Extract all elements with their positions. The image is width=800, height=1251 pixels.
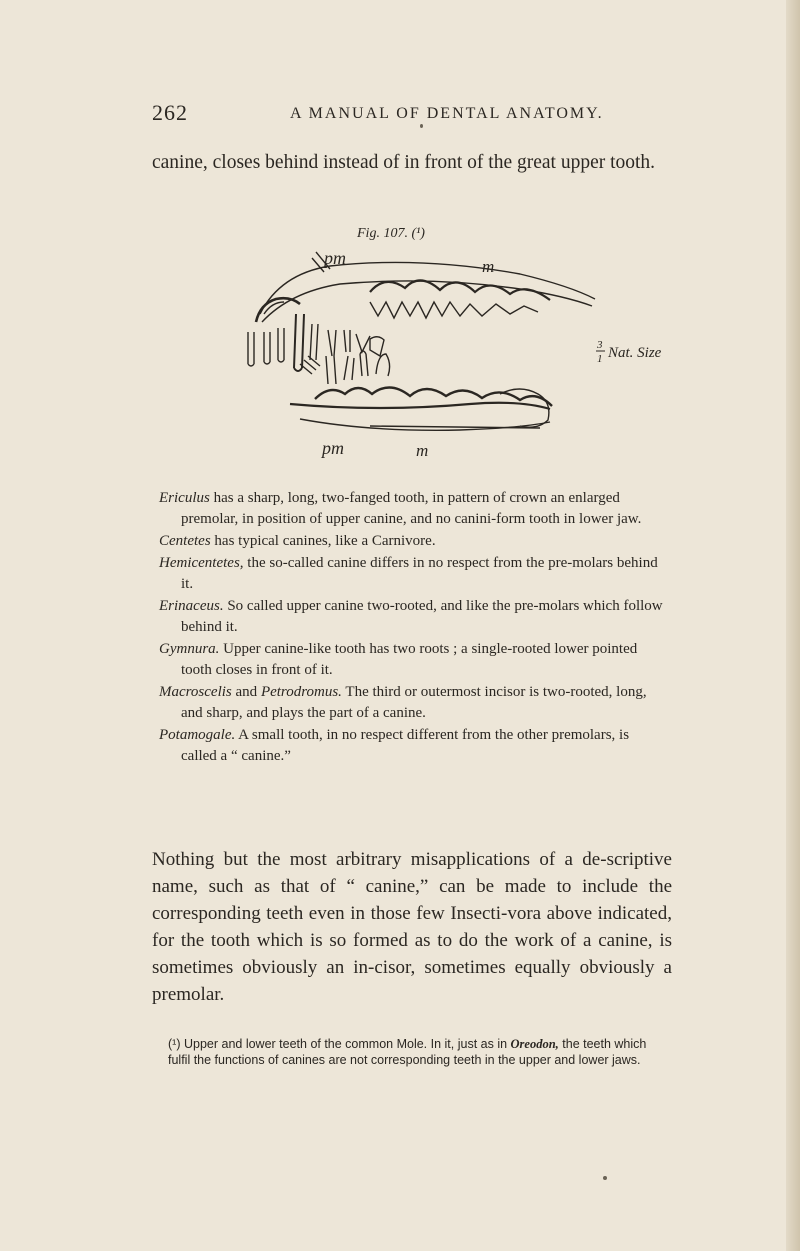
entry-potamogale xyxy=(159,725,664,767)
genus-name: Hemicentetes, xyxy=(159,555,244,571)
main-paragraph: Nothing but the most arbitrary misapplications of a de-scriptive name, such as that of “ canine,” can be made to include the corresponding teeth even in those few Insecti-vora above indicated, for the tooth which is so formed as to do the work of a canine, is sometimes obviously an in-cisor, sometimes equally obviously a premolar. xyxy=(152,849,672,1005)
genus-name: Potamogale. xyxy=(159,727,236,743)
entry-gymnura xyxy=(159,639,664,681)
entry-hemicentetes xyxy=(159,553,664,595)
running-head: A MANUAL OF DENTAL ANATOMY. xyxy=(290,105,604,122)
entry-macroscelis xyxy=(159,682,664,724)
genus-name-second: Petrodromus. xyxy=(260,684,342,700)
scale-denominator: 1 xyxy=(597,353,603,365)
entry-text: and xyxy=(231,684,261,700)
scale-text: Nat. Size xyxy=(608,345,662,361)
footnote-genus: Oreodon, xyxy=(510,1037,559,1051)
entry-text: has typical canines, like a Carnivore. xyxy=(210,533,436,549)
upper-jaw-drawing xyxy=(248,252,595,371)
label-lower-molar: m xyxy=(416,441,429,460)
footnote xyxy=(168,1036,668,1068)
continuation-text: canine, closes behind instead of in front of the great upper tooth. xyxy=(152,152,656,173)
footnote-text-before: Upper and lower teeth of the common Mole. In it, just as in xyxy=(180,1037,511,1051)
label-upper-molar: m xyxy=(482,257,495,276)
scale-numerator: 3 xyxy=(597,339,603,351)
page-edge-shadow xyxy=(786,0,800,1251)
entry-text: the so-called canine differs in no respect from the pre-molars behind it. xyxy=(181,555,658,592)
mole-teeth-figure xyxy=(220,244,662,469)
entry-centetes xyxy=(159,531,664,552)
entry-text: Upper canine-like tooth has two roots ; a single-rooted lower pointed tooth closes in front of it. xyxy=(181,641,638,678)
entry-text: So called upper canine two-rooted, and like the pre-molars which follow behind it. xyxy=(181,598,663,635)
footnote-text-after: the teeth which fulfil the functions of canines are not corresponding teeth in the upper and lower jaws. xyxy=(168,1037,647,1067)
label-lower-premolar: pm xyxy=(322,438,344,458)
page-header xyxy=(152,100,672,130)
paper-speck xyxy=(603,1176,607,1180)
genus-name: Erinaceus. xyxy=(159,598,224,614)
label-upper-premolar: pm xyxy=(324,248,346,268)
entry-text: A small tooth, in no respect different from the other premolars, is called a “ canine.” xyxy=(181,727,630,764)
lower-jaw-drawing xyxy=(290,351,552,430)
genus-name: Gymnura. xyxy=(159,641,220,657)
entry-ericulus xyxy=(159,488,664,530)
footnote-marker: (¹) xyxy=(168,1037,181,1051)
paper-speck xyxy=(420,124,423,128)
genus-name: Macroscelis xyxy=(159,684,232,700)
figure-caption: Fig. 107. (¹) xyxy=(357,226,425,241)
genus-name: Ericulus xyxy=(159,490,210,506)
mole-teeth-illustration xyxy=(220,244,662,469)
entry-erinaceus xyxy=(159,596,664,638)
page-number: 262 xyxy=(152,100,188,125)
species-entries xyxy=(159,488,664,768)
entry-text: has a sharp, long, two-fanged tooth, in pattern of crown an enlarged premolar, in position of upper canine, and no canini-form tooth in lower jaw. xyxy=(181,490,642,527)
genus-name: Centetes xyxy=(159,533,211,549)
entry-text-second: The third or outermost incisor is two-rooted, long, and sharp, and plays the part of a canine. xyxy=(181,684,647,721)
